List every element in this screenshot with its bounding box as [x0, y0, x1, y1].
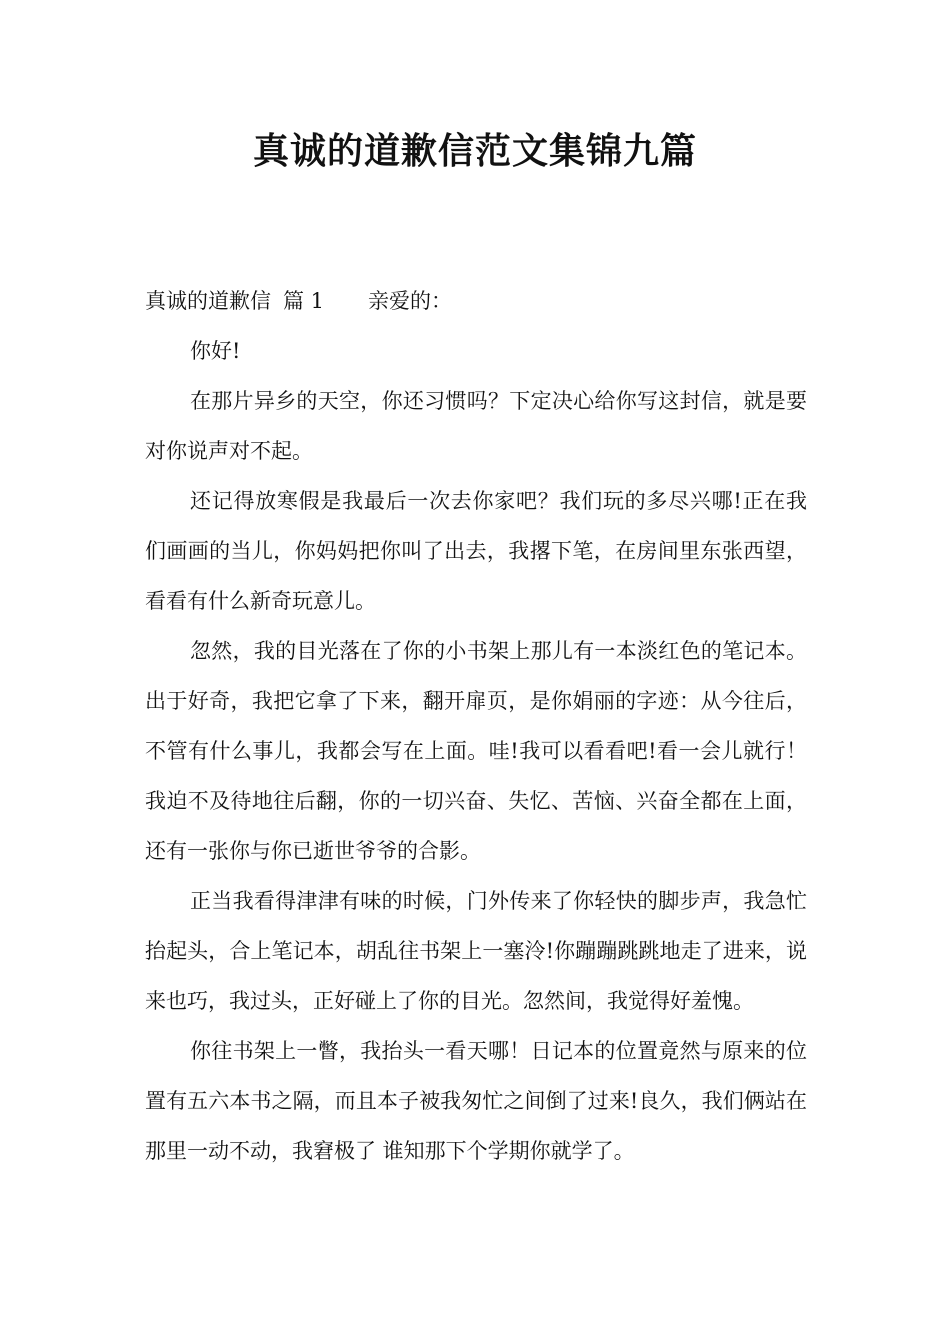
- paragraph: 你往书架上一瞥，我抬头一看天哪！日记本的位置竟然与原来的位置有五六本书之隔，而且本子被我匆忙之间倒了过来!良久，我们俩站在那里一动不动，我窘极了 谁知那下个学期你就学了。: [145, 1039, 807, 1163]
- paragraph: 忽然，我的目光落在了你的小书架上那儿有一本淡红色的笔记本。出于好奇，我把它拿了下来，翻开扉页，是你娟丽的字迹：从今往后，不管有什么事儿，我都会写在上面。哇!我可以看看吧!看一会儿就行！我迫不及待地往后翻，你的一切兴奋、失忆、苦恼、兴奋全都在上面，还有一张你与你已逝世爷爷的合影。: [145, 639, 807, 863]
- document-body: [145, 276, 807, 1176]
- document-title: 真诚的道歉信范文集锦九篇: [252, 131, 697, 172]
- letter-section-number: 篇 1: [283, 289, 325, 313]
- paragraph: 在那片异乡的天空，你还习惯吗？下定决心给你写这封信，就是要对你说声对不起。: [145, 389, 807, 463]
- paragraph: 还记得放寒假是我最后一次去你家吧？我们玩的多尽兴哪!正在我们画画的当儿，你妈妈把你叫了出去，我撂下笔，在房间里东张西望，看看有什么新奇玩意儿。: [145, 489, 807, 613]
- letter-salutation: 亲爱的：: [368, 289, 453, 313]
- letter-heading-line: [145, 276, 807, 326]
- letter-greeting: 你好!: [190, 339, 241, 363]
- paragraph: 正当我看得津津有味的时候，门外传来了你轻快的脚步声，我急忙抬起头，合上笔记本，胡乱往书架上一塞泠!你蹦蹦跳跳地走了进来，说来也巧，我过头，正好碰上了你的目光。忽然间，我觉得好羞愧。: [145, 889, 807, 1013]
- letter-heading-name: 真诚的道歉信: [145, 289, 271, 313]
